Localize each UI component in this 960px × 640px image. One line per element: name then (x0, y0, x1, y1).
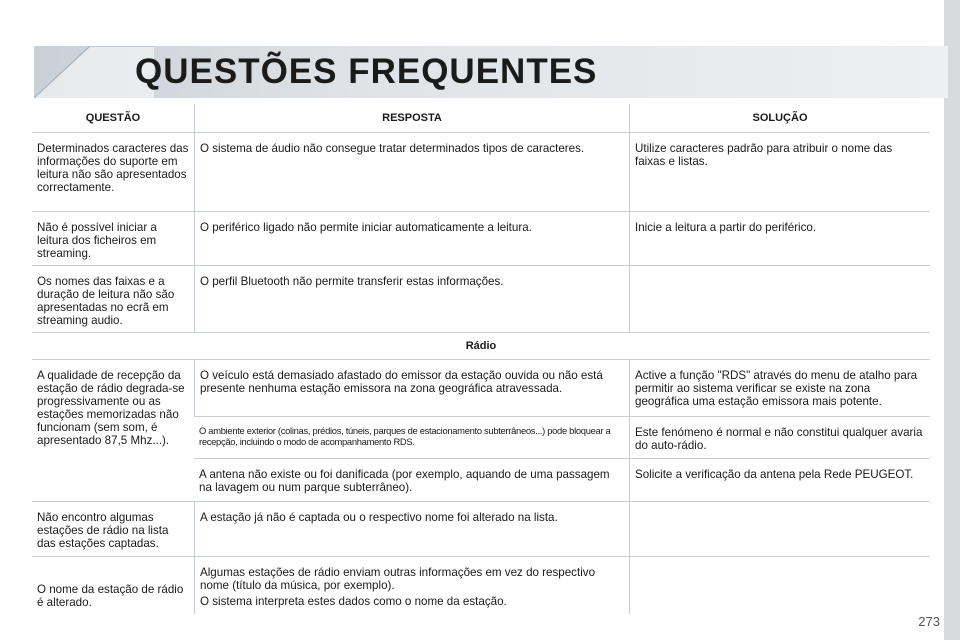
table-row (32, 502, 930, 557)
question-cell: Não encontro algumas estações de rádio na lista das estações captadas. (32, 502, 194, 557)
answer-cell: A estação já não é captada ou o respectivo nome foi alterado na lista. (194, 502, 629, 557)
answer-cell: O periférico ligado não permite iniciar automaticamente a leitura. (194, 212, 629, 266)
question-cell: Determinados caracteres das informações do suporte em leitura não são apresentados correctamente. (32, 133, 194, 212)
answer-cell (194, 557, 629, 614)
page-title: QUESTÕES FREQUENTES (135, 52, 598, 91)
header-question: QUESTÃO (32, 104, 194, 133)
faq-table (32, 104, 930, 614)
header-solution: SOLUÇÃO (629, 104, 930, 133)
section-title: Rádio (32, 333, 930, 360)
solution-cell: Solicite a verificação da antena pela Rede PEUGEOT. (629, 459, 930, 502)
header-answer: RESPOSTA (194, 104, 629, 133)
answer-paragraph: Algumas estações de rádio enviam outras informações em vez do respectivo nome (título da música, por exemplo). (200, 566, 596, 592)
solution-cell: Inicie a leitura a partir do periférico. (629, 212, 930, 266)
answer-cell: O veículo está demasiado afastado do emissor da estação ouvida ou não está presente nenhuma estação emissora na zona geográfica atravessada. (194, 360, 629, 417)
table-row (32, 212, 930, 266)
question-cell: A qualidade de recepção da estação de rádio degrada-se progressivamente ou as estações memorizadas não funcionam (sem som, é apresentado 87,5 Mhz...). (32, 360, 194, 502)
solution-cell (629, 266, 930, 333)
answer-cell: O ambiente exterior (colinas, prédios, túneis, parques de estacionamento subterrâneos...) pode bloquear a recepção, incluindo o modo de acompanhamento RDS. (194, 417, 629, 459)
question-cell: Os nomes das faixas e a duração de leitura não são apresentadas no ecrã em streaming audio. (32, 266, 194, 333)
question-cell: Não é possível iniciar a leitura dos ficheiros em streaming. (32, 212, 194, 266)
solution-cell (629, 557, 930, 614)
section-row-radio (32, 333, 930, 360)
question-cell: O nome da estação de rádio é alterado. (32, 557, 194, 614)
answer-cell: O perfil Bluetooth não permite transferir estas informações. (194, 266, 629, 333)
faq-table-container (32, 104, 930, 614)
table-header-row (32, 104, 930, 133)
answer-cell: O sistema de áudio não consegue tratar determinados tipos de caracteres. (194, 133, 629, 212)
table-row (32, 266, 930, 333)
answer-cell: A antena não existe ou foi danificada (por exemplo, aquando de uma passagem na lavagem ou num parque subterrâneo). (194, 459, 629, 502)
solution-cell: Este fenómeno é normal e não constitui qualquer avaria do auto-rádio. (629, 417, 930, 459)
answer-paragraph: O sistema interpreta estes dados como o nome da estação. (200, 595, 507, 608)
table-row (32, 133, 930, 212)
page-number: 273 (918, 614, 940, 629)
solution-cell: Utilize caracteres padrão para atribuir o nome das faixas e listas. (629, 133, 930, 212)
table-row (32, 557, 930, 614)
table-row (32, 360, 930, 417)
solution-cell (629, 502, 930, 557)
solution-cell: Active a função "RDS" através do menu de atalho para permitir ao sistema verificar se existe na zona geográfica uma estação emissora mais potente. (629, 360, 930, 417)
